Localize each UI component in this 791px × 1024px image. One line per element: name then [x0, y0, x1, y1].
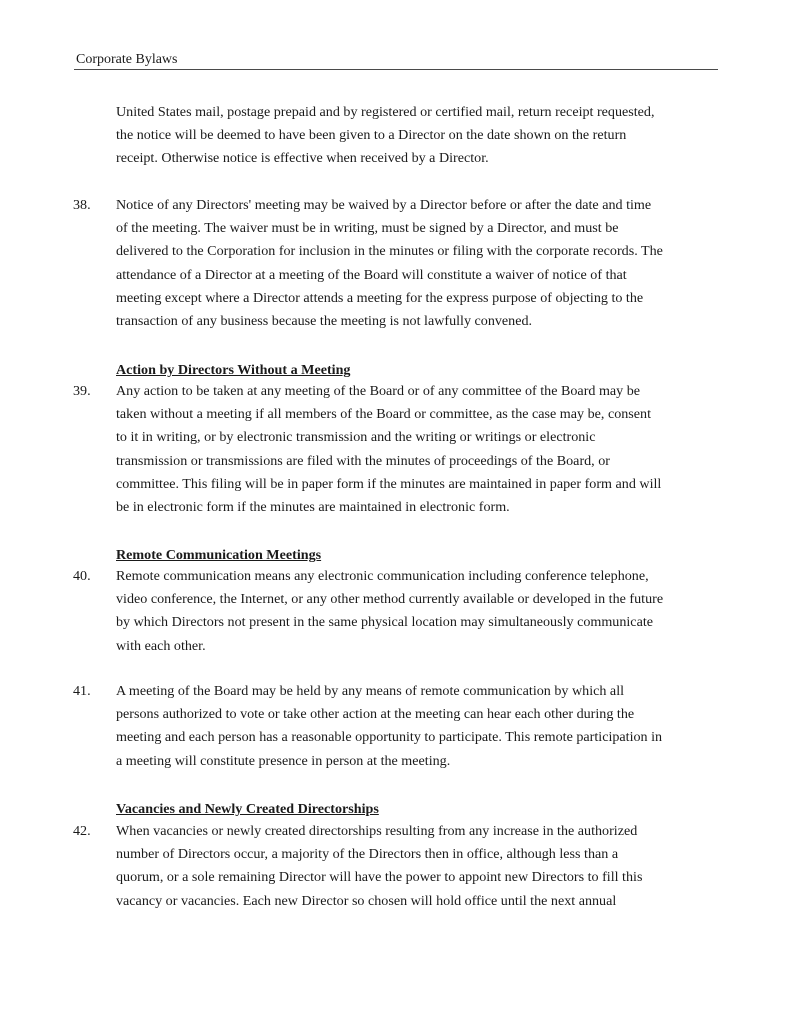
paragraph-line: be in electronic form if the minutes are maintained in electronic form.: [116, 499, 510, 516]
section-38-paragraph: [116, 194, 726, 333]
paragraph-line: quorum, or a sole remaining Director will have the power to appoint new Directors to fill this: [116, 869, 643, 886]
section-39-paragraph: [116, 380, 726, 519]
paragraph-line: committee. This filing will be in paper form if the minutes are maintained in paper form and will: [116, 475, 662, 492]
paragraph-line: to it in writing, or by electronic transmission and the writing or writings or electronic: [116, 429, 596, 446]
paragraph-line: When vacancies or newly created directorships resulting from any increase in the authorized: [116, 823, 638, 839]
section-number-41: 41.: [73, 683, 91, 699]
paragraph-line: attendance of a Director at a meeting of the Board will constitute a waiver of notice of that: [116, 266, 627, 283]
paragraph-line: transmission or transmissions are filed with the minutes of proceedings of the Board, or: [116, 452, 610, 469]
paragraph-line: Any action to be taken at any meeting of the Board or of any committee of the Board may be: [116, 383, 641, 399]
paragraph-line: of the meeting. The waiver must be in writing, must be signed by a Director, and must be: [116, 220, 619, 237]
section-heading-vacancies: Vacancies and Newly Created Directorships: [116, 801, 379, 817]
paragraph-line: number of Directors occur, a majority of the Directors then in office, although less than a: [116, 846, 619, 863]
page-header: [74, 51, 718, 70]
section-42-paragraph: [116, 820, 726, 913]
paragraph-line: vacancy or vacancies. Each new Director so chosen will hold office until the next annual: [116, 892, 617, 909]
paragraph-line: the notice will be deemed to have been given to a Director on the date shown on the return: [116, 127, 627, 144]
section-heading-remote-communication: Remote Communication Meetings: [116, 547, 322, 563]
section-number-40: 40.: [73, 568, 91, 584]
section-number-39: 39.: [73, 383, 91, 399]
paragraph-line: with each other.: [116, 637, 206, 654]
paragraph-line: receipt. Otherwise notice is effective when received by a Director.: [116, 150, 489, 167]
intro-paragraph: [116, 101, 726, 171]
paragraph-line: by which Directors not present in the same physical location may simultaneously communicate: [116, 614, 653, 631]
paragraph-line: persons authorized to vote or take other action at the meeting can hear each other during the: [116, 706, 635, 723]
section-41-paragraph: [116, 680, 726, 773]
paragraph-line: Remote communication means any electronic communication including conference telephone,: [116, 568, 649, 584]
document-title: Corporate Bylaws: [76, 52, 178, 67]
section-heading-action-without-meeting: Action by Directors Without a Meeting: [116, 362, 351, 378]
section-number-38: 38.: [73, 197, 91, 213]
paragraph-line: meeting except where a Director attends a meeting for the express purpose of objecting to the: [116, 289, 644, 306]
paragraph-line: transaction of any business because the meeting is not lawfully convened.: [116, 313, 533, 330]
paragraph-line: taken without a meeting if all members of the Board or committee, as the case may be, consent: [116, 406, 651, 423]
section-number-42: 42.: [73, 823, 91, 839]
section-40-paragraph: [116, 565, 726, 658]
paragraph-line: video conference, the Internet, or any other method currently available or developed in the future: [116, 591, 664, 608]
paragraph-line: delivered to the Corporation for inclusion in the minutes or filing with the corporate records. The: [116, 243, 663, 260]
paragraph-line: a meeting will constitute presence in person at the meeting.: [116, 752, 451, 769]
paragraph-line: meeting and each person has a reasonable opportunity to participate. This remote participation in: [116, 729, 663, 746]
paragraph-line: A meeting of the Board may be held by any means of remote communication by which all: [116, 683, 625, 699]
paragraph-line: Notice of any Directors' meeting may be waived by a Director before or after the date and time: [116, 197, 652, 213]
paragraph-line: United States mail, postage prepaid and by registered or certified mail, return receipt requested,: [116, 104, 655, 120]
